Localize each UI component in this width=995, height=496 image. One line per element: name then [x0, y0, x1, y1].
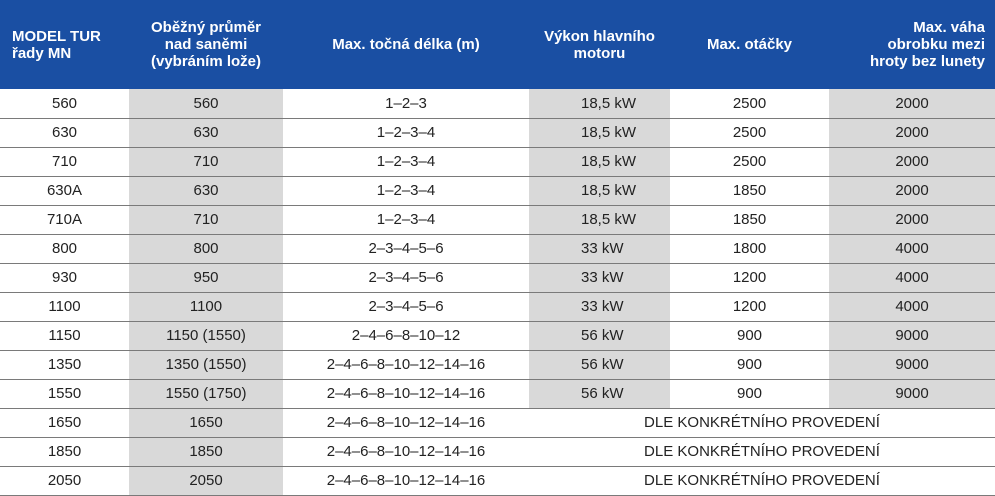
cell-max-turning-length: 1–2–3–4: [283, 205, 529, 234]
cell-max-workpiece-weight: 2000: [829, 147, 995, 176]
cell-max-turning-length: 1–2–3–4: [283, 147, 529, 176]
header-model: MODEL TUR řady MN: [0, 0, 129, 89]
cell-max-workpiece-weight: 4000: [829, 234, 995, 263]
table-body: [0, 89, 995, 495]
cell-max-turning-length: 2–4–6–8–10–12–14–16: [283, 379, 529, 408]
table-row: [0, 321, 995, 350]
cell-motor-power: 33 kW: [529, 292, 670, 321]
cell-swing-diameter: 560: [129, 89, 283, 118]
header-max-workpiece-weight: Max. váha obrobku mezi hroty bez lunety: [829, 0, 995, 89]
cell-model: 710A: [0, 205, 129, 234]
cell-motor-power: 18,5 kW: [529, 118, 670, 147]
cell-model: 930: [0, 263, 129, 292]
header-max-turning-length: Max. točná délka (m): [283, 0, 529, 89]
cell-max-workpiece-weight: 2000: [829, 176, 995, 205]
cell-max-workpiece-weight: 2000: [829, 205, 995, 234]
cell-swing-diameter: 1350 (1550): [129, 350, 283, 379]
table-row: [0, 350, 995, 379]
cell-motor-power: 33 kW: [529, 234, 670, 263]
cell-max-speed: 900: [670, 321, 829, 350]
cell-motor-power: 18,5 kW: [529, 205, 670, 234]
header-motor-power: Výkon hlavního motoru: [529, 0, 670, 89]
cell-swing-diameter: 630: [129, 118, 283, 147]
cell-model: 630A: [0, 176, 129, 205]
cell-swing-diameter: 950: [129, 263, 283, 292]
cell-swing-diameter: 630: [129, 176, 283, 205]
table-row: [0, 408, 995, 437]
table-row: [0, 205, 995, 234]
cell-max-speed: 900: [670, 379, 829, 408]
cell-max-turning-length: 2–4–6–8–10–12–14–16: [283, 437, 529, 466]
cell-max-workpiece-weight: 2000: [829, 118, 995, 147]
cell-model: 1100: [0, 292, 129, 321]
cell-motor-power: 18,5 kW: [529, 147, 670, 176]
cell-max-speed: 2500: [670, 147, 829, 176]
cell-model: 1650: [0, 408, 129, 437]
cell-swing-diameter: 1150 (1550): [129, 321, 283, 350]
cell-motor-power: 33 kW: [529, 263, 670, 292]
table-row: [0, 89, 995, 118]
cell-max-turning-length: 1–2–3–4: [283, 118, 529, 147]
cell-max-workpiece-weight: 9000: [829, 350, 995, 379]
cell-swing-diameter: 710: [129, 147, 283, 176]
cell-per-specification: DLE KONKRÉTNÍHO PROVEDENÍ: [529, 408, 995, 437]
cell-max-turning-length: 2–3–4–5–6: [283, 263, 529, 292]
cell-max-turning-length: 2–3–4–5–6: [283, 292, 529, 321]
cell-model: 800: [0, 234, 129, 263]
cell-model: 1150: [0, 321, 129, 350]
table-row: [0, 466, 995, 495]
cell-swing-diameter: 710: [129, 205, 283, 234]
cell-max-speed: 2500: [670, 118, 829, 147]
table-row: [0, 437, 995, 466]
cell-model: 630: [0, 118, 129, 147]
cell-model: 1350: [0, 350, 129, 379]
cell-max-turning-length: 2–4–6–8–10–12–14–16: [283, 408, 529, 437]
cell-max-speed: 900: [670, 350, 829, 379]
cell-max-turning-length: 2–3–4–5–6: [283, 234, 529, 263]
cell-max-workpiece-weight: 4000: [829, 292, 995, 321]
cell-motor-power: 56 kW: [529, 321, 670, 350]
cell-model: 1550: [0, 379, 129, 408]
cell-model: 1850: [0, 437, 129, 466]
cell-motor-power: 56 kW: [529, 379, 670, 408]
cell-max-turning-length: 2–4–6–8–10–12–14–16: [283, 466, 529, 495]
table-row: [0, 292, 995, 321]
cell-model: 560: [0, 89, 129, 118]
table-row: [0, 147, 995, 176]
cell-per-specification: DLE KONKRÉTNÍHO PROVEDENÍ: [529, 437, 995, 466]
cell-max-speed: 1850: [670, 205, 829, 234]
cell-max-workpiece-weight: 9000: [829, 379, 995, 408]
cell-max-workpiece-weight: 2000: [829, 89, 995, 118]
cell-swing-diameter: 1550 (1750): [129, 379, 283, 408]
cell-swing-diameter: 800: [129, 234, 283, 263]
cell-max-workpiece-weight: 4000: [829, 263, 995, 292]
cell-max-turning-length: 1–2–3: [283, 89, 529, 118]
header-row: [0, 0, 995, 89]
cell-max-speed: 1200: [670, 292, 829, 321]
cell-motor-power: 18,5 kW: [529, 176, 670, 205]
table-row: [0, 379, 995, 408]
cell-swing-diameter: 1100: [129, 292, 283, 321]
cell-max-speed: 1800: [670, 234, 829, 263]
cell-max-speed: 1850: [670, 176, 829, 205]
cell-swing-diameter: 1850: [129, 437, 283, 466]
cell-max-turning-length: 2–4–6–8–10–12: [283, 321, 529, 350]
cell-model: 710: [0, 147, 129, 176]
cell-per-specification: DLE KONKRÉTNÍHO PROVEDENÍ: [529, 466, 995, 495]
table-row: [0, 118, 995, 147]
cell-max-turning-length: 2–4–6–8–10–12–14–16: [283, 350, 529, 379]
cell-motor-power: 18,5 kW: [529, 89, 670, 118]
cell-max-speed: 1200: [670, 263, 829, 292]
cell-max-workpiece-weight: 9000: [829, 321, 995, 350]
header-max-speed: Max. otáčky: [670, 0, 829, 89]
cell-swing-diameter: 1650: [129, 408, 283, 437]
table-row: [0, 263, 995, 292]
cell-max-speed: 2500: [670, 89, 829, 118]
header-swing-diameter: Oběžný průměr nad saněmi (vybráním lože): [129, 0, 283, 89]
cell-model: 2050: [0, 466, 129, 495]
cell-swing-diameter: 2050: [129, 466, 283, 495]
cell-motor-power: 56 kW: [529, 350, 670, 379]
table-row: [0, 176, 995, 205]
cell-max-turning-length: 1–2–3–4: [283, 176, 529, 205]
table-header: [0, 0, 995, 89]
table-row: [0, 234, 995, 263]
